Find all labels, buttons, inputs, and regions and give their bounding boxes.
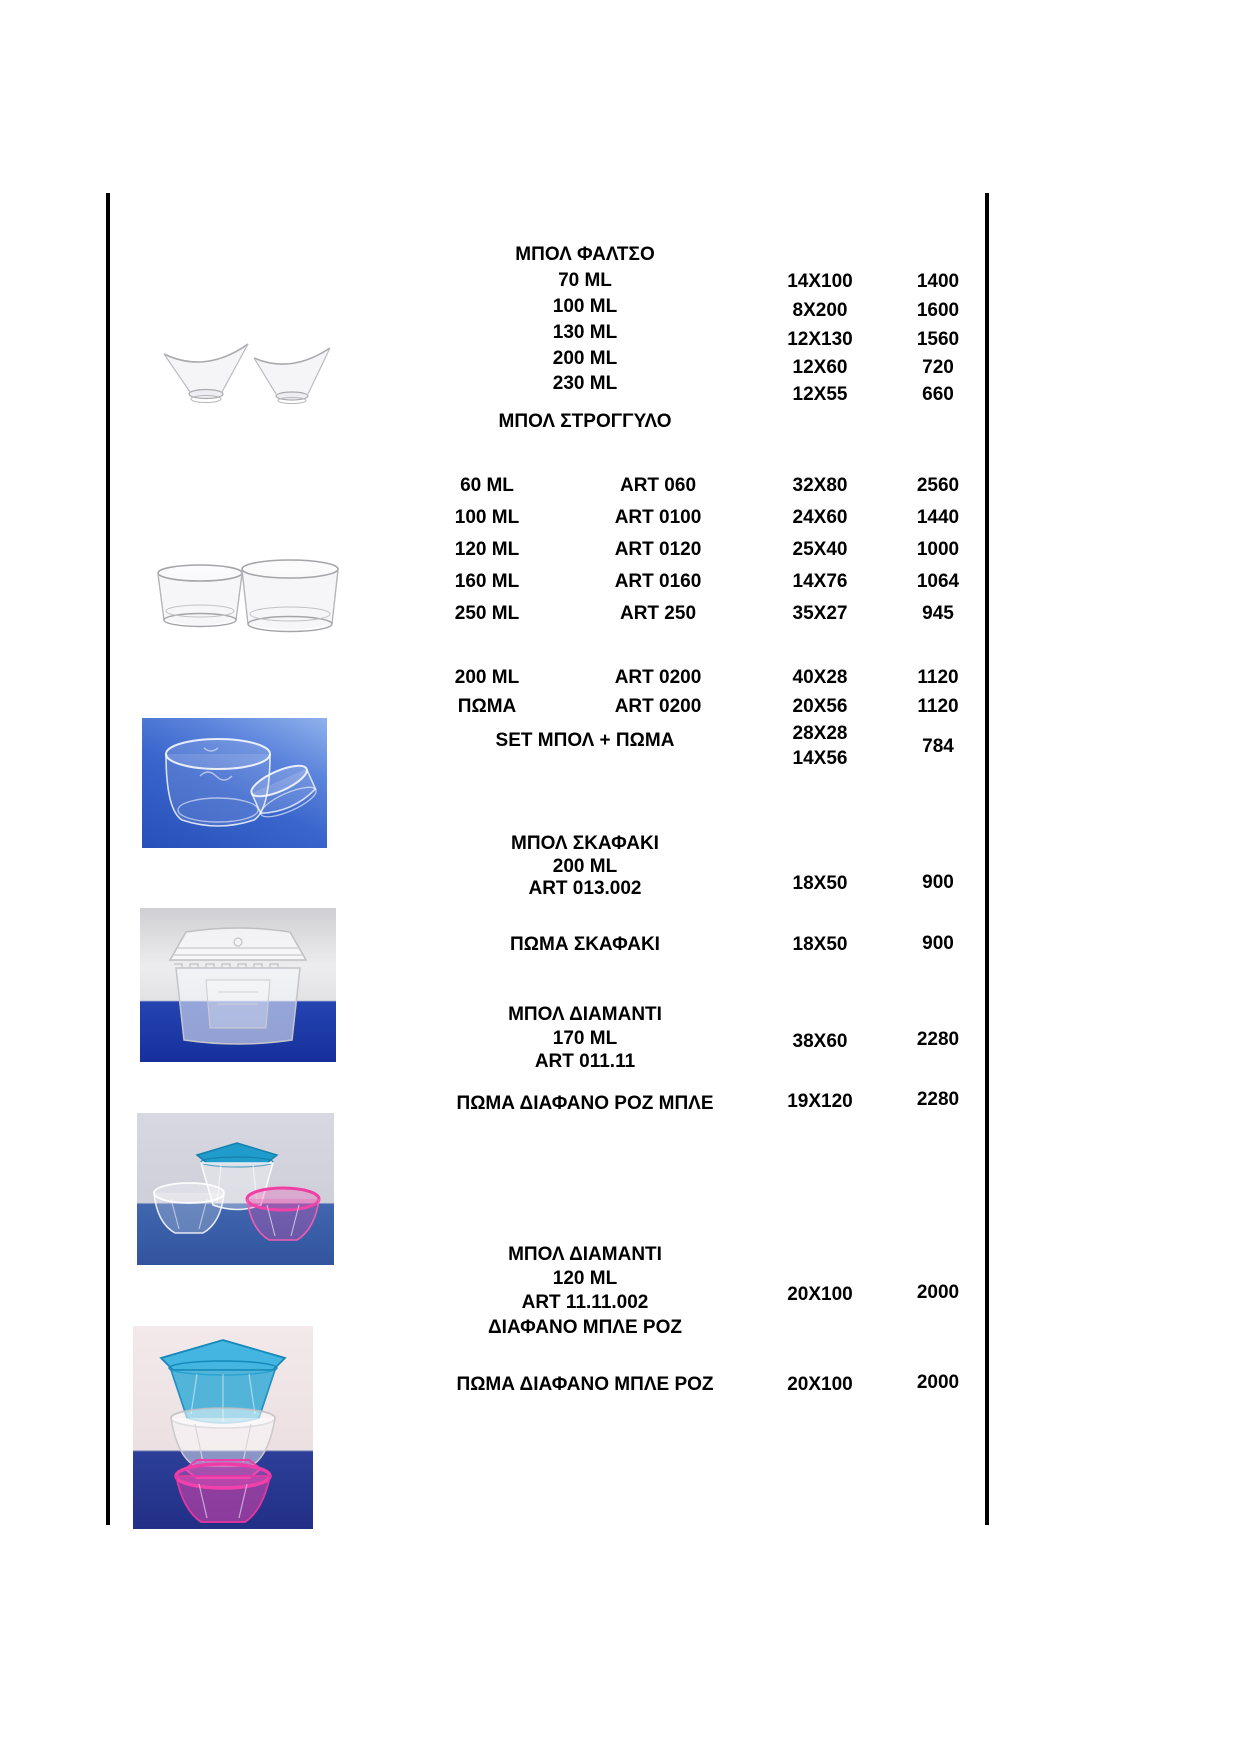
strongylo-dim-0: 32X80	[792, 475, 848, 496]
strongylo2-qty-0: 1120	[917, 667, 959, 688]
skafaki-dim: 18X50	[792, 873, 848, 894]
falso-ml-200: 200 ML	[552, 348, 618, 369]
round-bowl-lid-illustration	[142, 718, 327, 848]
falso-qty-1: 1600	[916, 300, 960, 321]
strongylo-art-1: ART 0100	[614, 507, 702, 528]
product-photo-falso-bowls	[158, 336, 336, 410]
strongylo-qty-3: 1064	[916, 571, 960, 592]
falso-ml-230: 230 ML	[552, 373, 618, 394]
section-title-strongylo: ΜΠΟΛ ΣΤΡΟΓΓΥΛΟ	[498, 411, 672, 432]
strongylo-ml-4: 250 ML	[454, 603, 520, 624]
strongylo-qty-0: 2560	[916, 475, 960, 496]
falso-dim-4: 12X55	[792, 384, 848, 405]
round-bowls-illustration	[148, 558, 340, 648]
set-row-qty: 784	[922, 736, 954, 757]
section-title-diamanti120: ΜΠΟΛ ΔΙΑΜΑΝΤΙ	[508, 1244, 662, 1265]
diamanti170-ml: 170 ML	[552, 1028, 618, 1049]
diamond-stack-illustration	[133, 1326, 313, 1529]
page-border-left	[106, 193, 110, 1525]
skafaki-lid-qty: 900	[922, 933, 954, 954]
skafaki-lid-dim: 18X50	[792, 934, 848, 955]
falso-ml-100: 100 ML	[552, 296, 618, 317]
skafaki-ml: 200 ML	[552, 856, 618, 877]
strongylo2-art-1: ART 0200	[614, 696, 702, 717]
diamanti120-ml: 120 ML	[552, 1268, 618, 1289]
diamanti120-colors: ΔΙΑΦΑΝΟ ΜΠΛΕ ΡΟΖ	[488, 1317, 682, 1338]
product-photo-diamond-trio	[137, 1113, 334, 1265]
falso-dim-1: 8X200	[792, 300, 848, 321]
diamanti120-dim: 20X100	[787, 1284, 853, 1305]
strongylo-art-4: ART 250	[619, 603, 697, 624]
strongylo-ml-2: 120 ML	[454, 539, 520, 560]
product-photo-round-bowls	[148, 558, 340, 648]
diamanti170-lid-qty: 2280	[916, 1089, 960, 1110]
diamanti170-qty: 2280	[916, 1029, 960, 1050]
strongylo2-ml-0: 200 ML	[454, 667, 520, 688]
strongylo-art-0: ART 060	[619, 475, 697, 496]
strongylo2-ml-1: ΠΩΜΑ	[457, 696, 517, 717]
falso-qty-4: 660	[922, 384, 954, 405]
section-title-falso: ΜΠΟΛ ΦΑΛΤΣΟ	[515, 244, 655, 265]
strongylo-dim-3: 14X76	[792, 571, 848, 592]
strongylo2-qty-1: 1120	[917, 696, 959, 717]
diamanti120-lid-label: ΠΩΜΑ ΔΙΑΦΑΝΟ ΜΠΛΕ ΡΟΖ	[456, 1374, 714, 1395]
product-photo-round-bowl-lid	[142, 718, 327, 848]
diamanti120-lid-dim: 20X100	[787, 1374, 853, 1395]
falso-qty-2: 1560	[916, 329, 960, 350]
set-row-dim1: 28X28	[792, 723, 848, 744]
strongylo-dim-4: 35X27	[792, 603, 848, 624]
strongylo-ml-0: 60 ML	[460, 475, 514, 496]
skafaki-box-illustration	[140, 908, 336, 1062]
falso-ml-130: 130 ML	[552, 322, 618, 343]
strongylo-qty-4: 945	[922, 603, 954, 624]
strongylo-ml-3: 160 ML	[454, 571, 520, 592]
falso-dim-0: 14X100	[787, 271, 853, 292]
skafaki-qty: 900	[922, 872, 954, 893]
skafaki-lid-label: ΠΩΜΑ ΣΚΑΦΑΚΙ	[510, 934, 660, 955]
product-photo-diamond-stack	[133, 1326, 313, 1529]
strongylo2-art-0: ART 0200	[614, 667, 702, 688]
strongylo-dim-1: 24X60	[792, 507, 848, 528]
diamanti120-lid-qty: 2000	[916, 1372, 960, 1393]
strongylo2-dim-0: 40X28	[792, 667, 848, 688]
diamanti170-art: ART 011.11	[534, 1051, 636, 1072]
skafaki-art: ART 013.002	[528, 878, 642, 899]
strongylo-art-2: ART 0120	[614, 539, 702, 560]
falso-dim-2: 12X130	[787, 329, 853, 350]
set-row-label: SET ΜΠΟΛ + ΠΩΜΑ	[495, 730, 675, 751]
set-row-dim2: 14X56	[792, 748, 848, 769]
falso-dim-3: 12X60	[792, 357, 848, 378]
diamanti170-lid-dim: 19X120	[787, 1091, 853, 1112]
diamanti170-dim: 38X60	[792, 1031, 848, 1052]
strongylo-ml-1: 100 ML	[454, 507, 520, 528]
strongylo-qty-2: 1000	[916, 539, 960, 560]
strongylo-art-3: ART 0160	[614, 571, 702, 592]
product-photo-skafaki-box	[140, 908, 336, 1062]
diamond-trio-illustration	[137, 1113, 334, 1265]
section-title-diamanti170: ΜΠΟΛ ΔΙΑΜΑΝΤΙ	[508, 1004, 662, 1025]
section-title-skafaki: ΜΠΟΛ ΣΚΑΦΑΚΙ	[511, 833, 659, 854]
diamanti120-qty: 2000	[916, 1282, 960, 1303]
falso-qty-3: 720	[922, 357, 954, 378]
strongylo-dim-2: 25X40	[792, 539, 848, 560]
falso-qty-0: 1400	[916, 271, 960, 292]
diamanti170-lid-label: ΠΩΜΑ ΔΙΑΦΑΝΟ ΡΟΖ ΜΠΛΕ	[456, 1093, 714, 1114]
falso-ml-70: 70 ML	[558, 270, 612, 291]
strongylo2-dim-1: 20X56	[792, 696, 848, 717]
falso-bowls-illustration	[158, 336, 336, 410]
strongylo-qty-1: 1440	[916, 507, 960, 528]
diamanti120-art: ART 11.11.002	[521, 1292, 649, 1313]
